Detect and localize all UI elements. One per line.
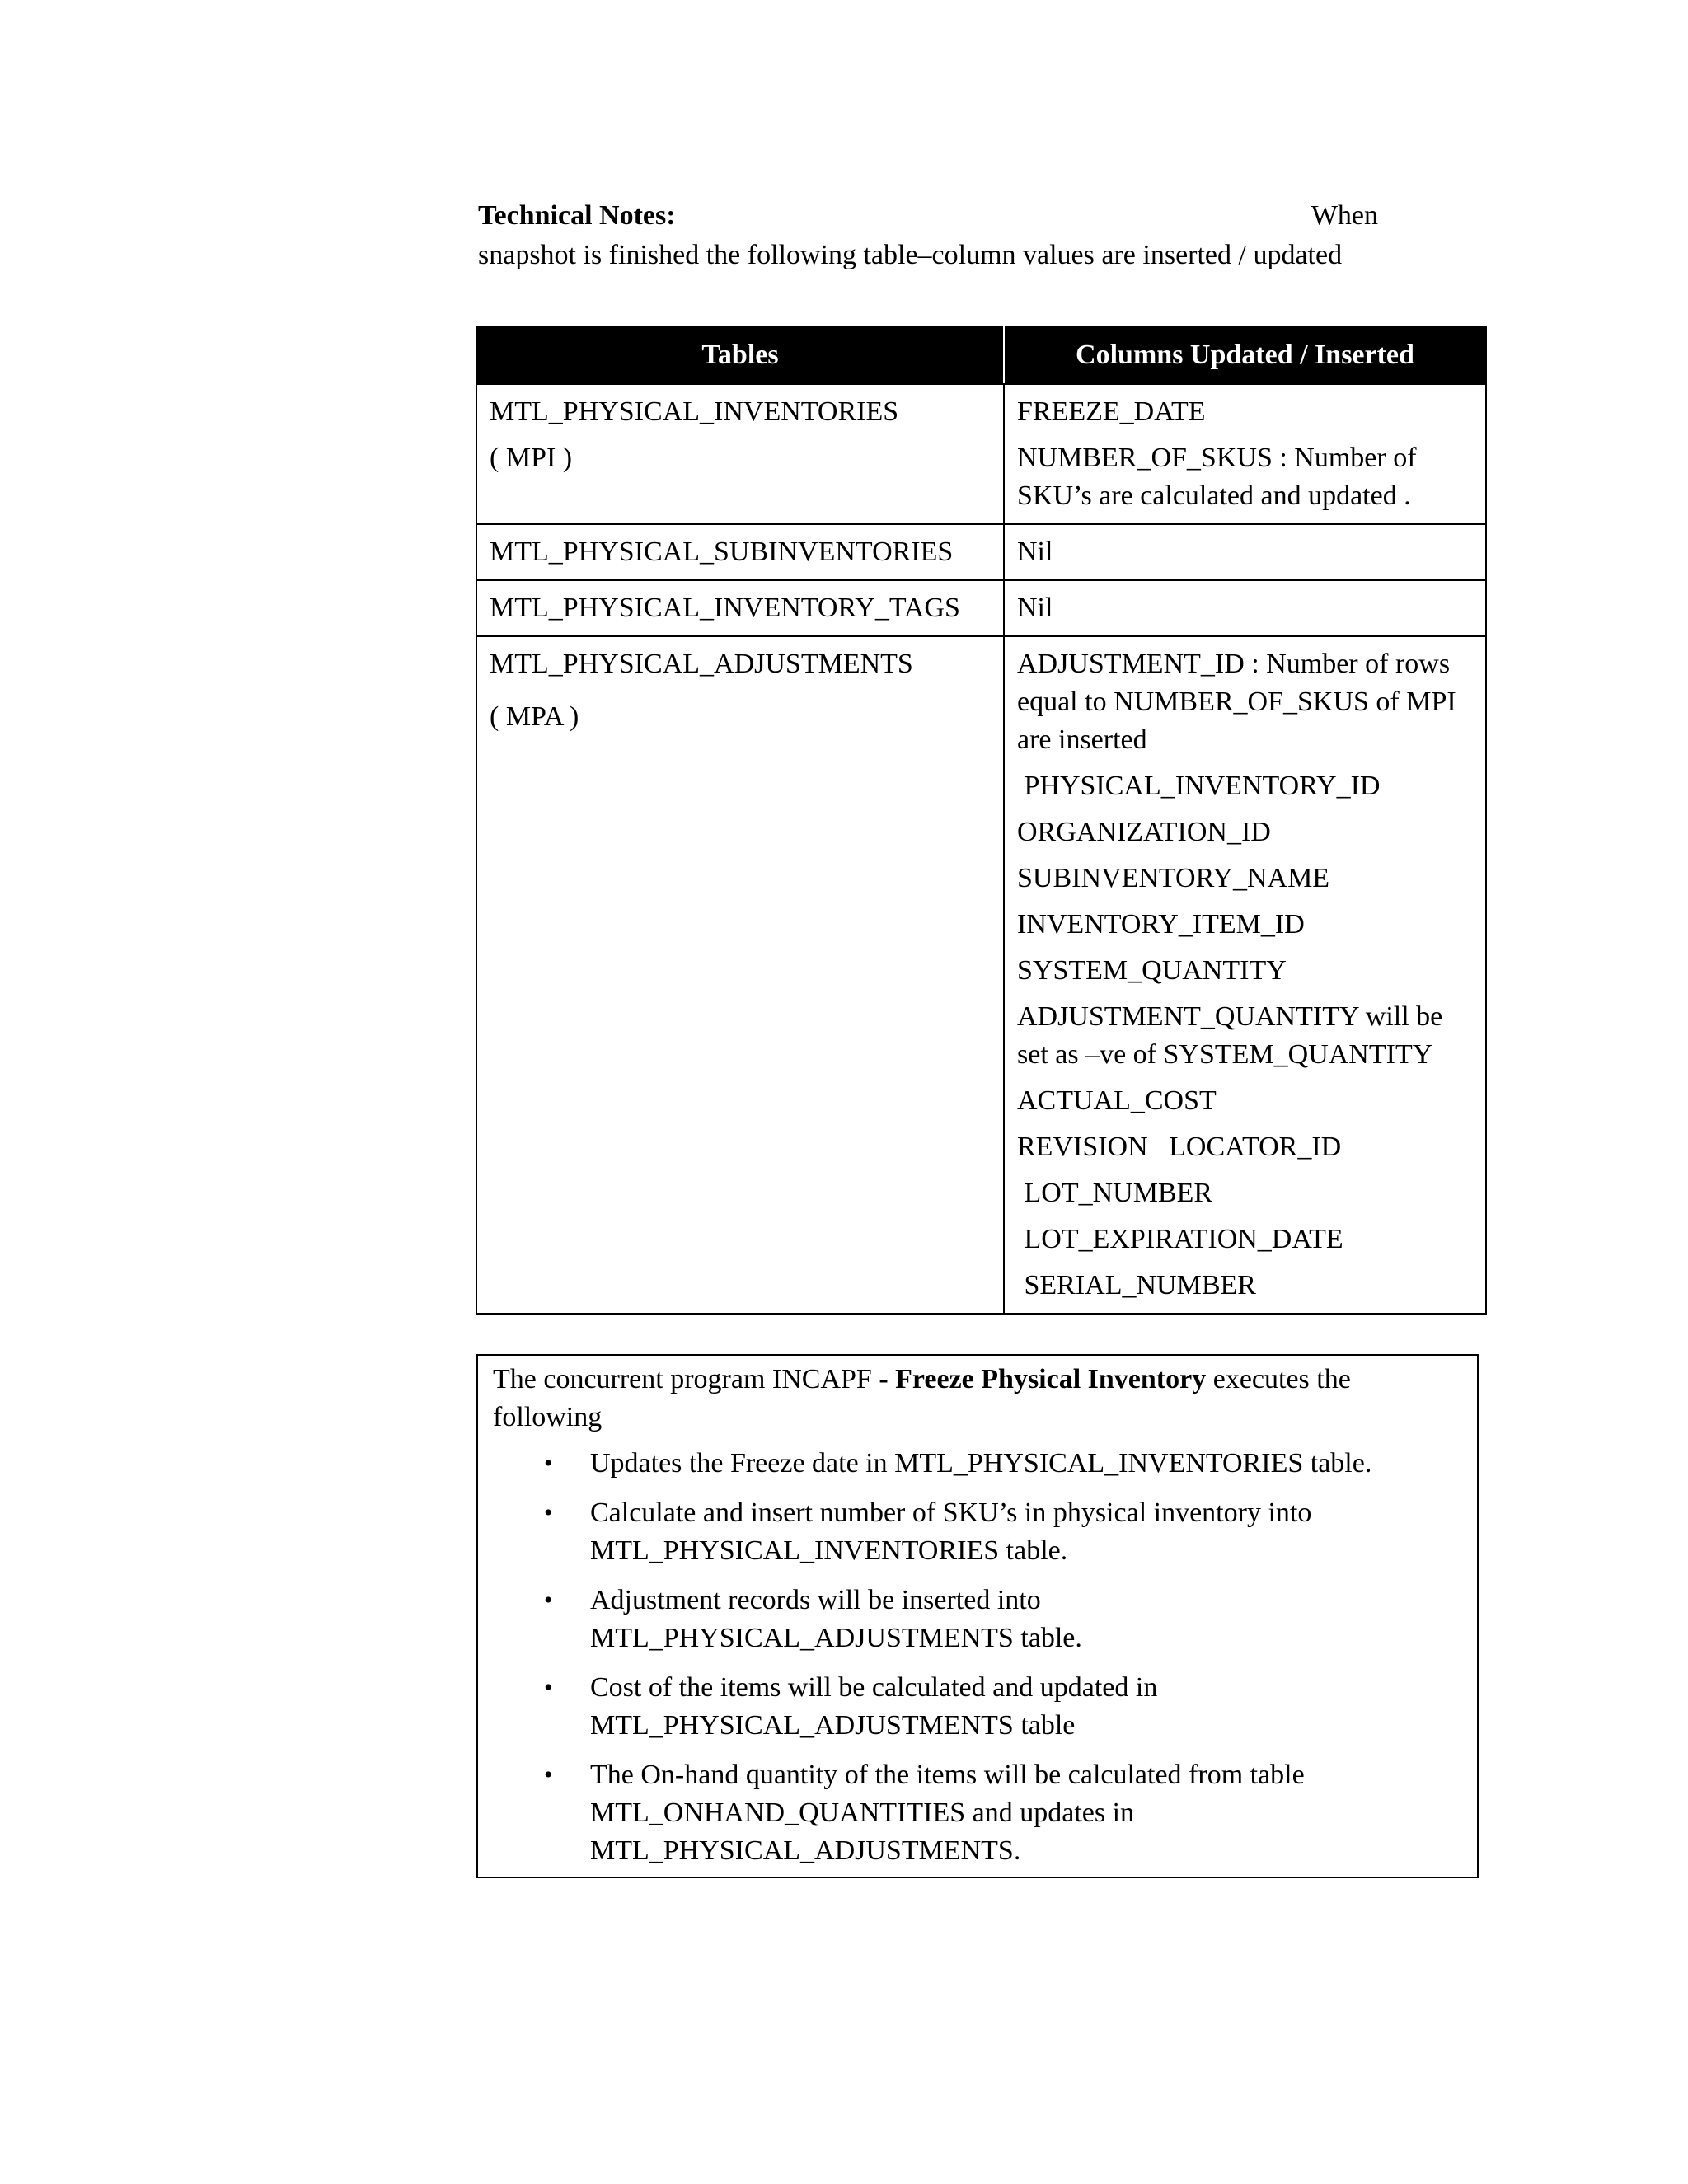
- columns-cell: [1004, 580, 1486, 636]
- column-entry: LOT_NUMBER: [1017, 1178, 1213, 1208]
- intro-when: When: [1311, 200, 1378, 231]
- column-entry: Nil: [1017, 537, 1053, 567]
- program-intro-pre: The concurrent program INCAPF: [493, 1364, 879, 1394]
- table-name: MTL_PHYSICAL_ADJUSTMENTS: [490, 649, 913, 679]
- list-item-text: Adjustment records will be inserted into MTL_PHYSICAL_ADJUSTMENTS table.: [590, 1585, 1082, 1653]
- table-name-cell: [476, 636, 1004, 1314]
- column-entry: ADJUSTMENT_ID : Number of rows equal to NUMBER_OF_SKUS of MPI are inserted: [1017, 649, 1456, 755]
- column-entry: REVISION LOCATOR_ID: [1017, 1132, 1342, 1162]
- list-item-text: Cost of the items will be calculated and updated in MTL_PHYSICAL_ADJUSTMENTS table: [590, 1672, 1158, 1741]
- program-description: [493, 1361, 1462, 1436]
- table-name-cell: [476, 524, 1004, 580]
- header-tables: Tables: [476, 326, 1004, 384]
- list-item: [544, 1582, 1462, 1657]
- freeze-program-box: [476, 1354, 1479, 1878]
- column-entry: SERIAL_NUMBER: [1017, 1270, 1256, 1301]
- column-entry: ADJUSTMENT_QUANTITY will be set as –ve of SYSTEM_QUANTITY: [1017, 1001, 1443, 1070]
- columns-cell: [1004, 524, 1486, 580]
- table-name-cell: [476, 580, 1004, 636]
- list-item-text: Updates the Freeze date in MTL_PHYSICAL_INVENTORIES table.: [590, 1448, 1372, 1479]
- column-entry: SUBINVENTORY_NAME: [1017, 863, 1330, 893]
- column-entry: ACTUAL_COST: [1017, 1085, 1217, 1116]
- list-item-text: Calculate and insert number of SKU’s in physical inventory into MTL_PHYSICAL_INVENTORIES table.: [590, 1497, 1312, 1566]
- table-row: [476, 524, 1486, 580]
- bullet-icon: •: [544, 1586, 553, 1614]
- table-row: [476, 580, 1486, 636]
- list-item: [544, 1445, 1462, 1483]
- column-entry: INVENTORY_ITEM_ID: [1017, 909, 1305, 940]
- bullet-icon: •: [544, 1450, 553, 1477]
- column-entry: SYSTEM_QUANTITY: [1017, 955, 1287, 986]
- table-abbrev: ( MPI ): [490, 443, 573, 473]
- header-columns-updated: Columns Updated / Inserted: [1004, 326, 1486, 384]
- technical-notes-intro: [478, 196, 1378, 275]
- column-entry: LOT_EXPIRATION_DATE: [1017, 1224, 1343, 1254]
- program-name: - Freeze Physical Inventory: [879, 1364, 1207, 1394]
- list-item: [544, 1494, 1462, 1570]
- bullet-icon: •: [544, 1761, 553, 1788]
- bullet-icon: •: [544, 1499, 553, 1526]
- table-row: [476, 636, 1486, 1314]
- table-abbrev: ( MPA ): [490, 701, 579, 732]
- columns-cell: [1004, 384, 1486, 524]
- program-intro-post: executes the following: [493, 1364, 1351, 1432]
- table-name: MTL_PHYSICAL_INVENTORY_TAGS: [490, 593, 960, 623]
- list-item: [544, 1756, 1462, 1870]
- table-name-cell: [476, 384, 1004, 524]
- table-name: MTL_PHYSICAL_INVENTORIES: [490, 396, 899, 427]
- columns-cell: [1004, 636, 1486, 1314]
- list-item-text: The On-hand quantity of the items will be calculated from table MTL_ONHAND_QUANTITIES and updates in MTL_PHYSICAL_ADJUSTMENTS.: [590, 1760, 1305, 1866]
- technical-notes-title: Technical Notes:: [478, 200, 676, 231]
- table-name: MTL_PHYSICAL_SUBINVENTORIES: [490, 537, 954, 567]
- bullet-icon: •: [544, 1674, 553, 1701]
- table-row: [476, 384, 1486, 524]
- list-item: [544, 1669, 1462, 1745]
- column-entry: PHYSICAL_INVENTORY_ID: [1017, 771, 1381, 801]
- tables-columns-table: [476, 326, 1487, 1315]
- column-entry: FREEZE_DATE: [1017, 396, 1206, 427]
- table-header-row: [476, 326, 1486, 384]
- intro-line2: snapshot is finished the following table–column values are inserted / updated: [478, 240, 1343, 270]
- column-entry: Nil: [1017, 593, 1053, 623]
- column-entry: NUMBER_OF_SKUS : Number of SKU’s are calculated and updated .: [1017, 443, 1417, 511]
- program-steps-list: [493, 1445, 1462, 1870]
- column-entry: ORGANIZATION_ID: [1017, 817, 1271, 847]
